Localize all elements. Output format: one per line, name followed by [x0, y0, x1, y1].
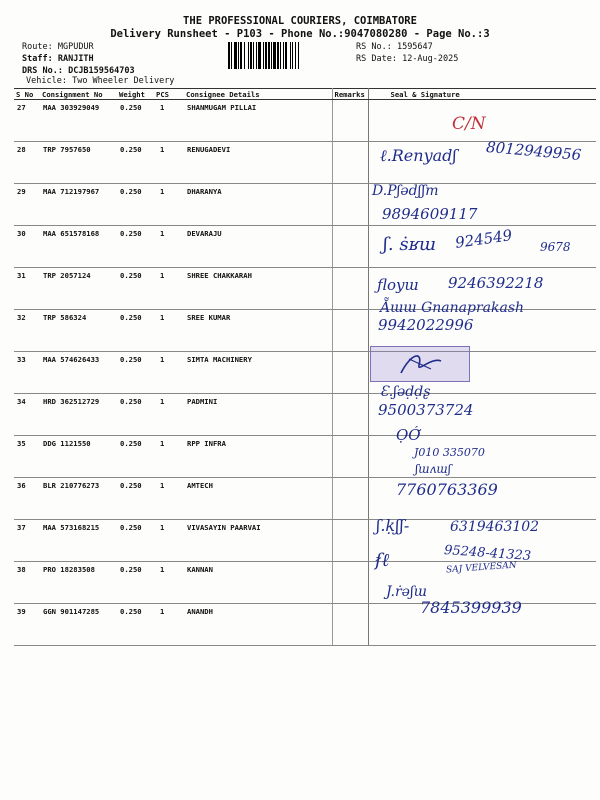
- cell-consignment: MAA 573168215: [40, 520, 117, 562]
- barcode-icon: [228, 42, 348, 69]
- cell-weight: 0.250: [117, 520, 154, 562]
- cell-pcs: 1: [154, 478, 184, 520]
- cell-consignment: MAA 303929049: [40, 100, 117, 142]
- cell-consignee: KANNAN: [184, 562, 332, 604]
- table-row: [14, 478, 596, 520]
- cell-sno: 29: [14, 184, 40, 226]
- cell-consignment: BLR 210776273: [40, 478, 117, 520]
- cell-weight: 0.250: [117, 184, 154, 226]
- cell-sno: 30: [14, 226, 40, 268]
- rs-date-value: 12-Aug-2025: [402, 54, 459, 64]
- cell-consignee: SREE KUMAR: [184, 310, 332, 352]
- signature-dharanya: D.Pʃədʃʃm: [372, 183, 439, 199]
- col-pcs: PCS: [154, 89, 184, 100]
- cell-consignment: HRD 362512729: [40, 394, 117, 436]
- vehicle-label: Vehicle:: [26, 76, 67, 86]
- cell-consignee: RENUGADEVI: [184, 142, 332, 184]
- cell-consignment: MAA 574626433: [40, 352, 117, 394]
- cell-remarks: [332, 436, 368, 478]
- cell-consignment: MAA 712197967: [40, 184, 117, 226]
- cell-sno: 32: [14, 310, 40, 352]
- cell-seal: [368, 478, 596, 520]
- cell-seal: [368, 604, 596, 646]
- cell-weight: 0.250: [117, 268, 154, 310]
- cell-weight: 0.250: [117, 142, 154, 184]
- cell-consignment: TRP 7957650: [40, 142, 117, 184]
- cell-consignment: TRP 586324: [40, 310, 117, 352]
- cell-sno: 34: [14, 394, 40, 436]
- cell-pcs: 1: [154, 352, 184, 394]
- route-line: [22, 42, 94, 52]
- table-row: [14, 352, 596, 394]
- col-consignee: Consignee Details: [184, 89, 332, 100]
- cell-remarks: [332, 226, 368, 268]
- cell-remarks: [332, 478, 368, 520]
- cell-consignee: RPP INFRA: [184, 436, 332, 478]
- signature-devaraju: ʃ. ṡʁɯ: [383, 234, 437, 255]
- cell-remarks: [332, 310, 368, 352]
- handwriting-row32: 9942022996: [378, 316, 474, 334]
- cell-consignee: ANANDH: [184, 604, 332, 646]
- table-row: [14, 142, 596, 184]
- cell-sno: 36: [14, 478, 40, 520]
- cell-remarks: [332, 142, 368, 184]
- rs-date-label: RS Date:: [356, 54, 397, 64]
- rs-no-label: RS No.:: [356, 42, 392, 52]
- route-label: Route:: [22, 42, 53, 52]
- drs-line: [22, 66, 135, 76]
- col-seal: Seal & Signature: [368, 89, 596, 100]
- cell-sno: 33: [14, 352, 40, 394]
- company-title: THE PROFESSIONAL COURIERS, COIMBATORE: [183, 15, 417, 27]
- handwriting-row37: 6319463102: [450, 519, 540, 535]
- cell-consignee: SHANMUGAM PILLAI: [184, 100, 332, 142]
- signature-chakkarah: ƒloyɯ: [377, 276, 419, 294]
- cell-pcs: 1: [154, 100, 184, 142]
- drs-label: DRS No.:: [22, 66, 63, 76]
- table-row: [14, 436, 596, 478]
- table-row: [14, 520, 596, 562]
- cell-remarks: [332, 100, 368, 142]
- cell-weight: 0.250: [117, 226, 154, 268]
- table-row: [14, 310, 596, 352]
- cell-sno: 27: [14, 100, 40, 142]
- stamp-scribble-icon: [371, 347, 469, 381]
- signature-rppinfra: ỌỚ: [396, 426, 421, 444]
- rs-no-value: 1595647: [396, 42, 433, 52]
- staff-line: [22, 54, 94, 64]
- cell-pcs: 1: [154, 436, 184, 478]
- cell-sno: 37: [14, 520, 40, 562]
- cell-pcs: 1: [154, 310, 184, 352]
- vehicle-value: Two Wheeler Delivery: [72, 76, 175, 86]
- table-row: [14, 226, 596, 268]
- cell-pcs: 1: [154, 142, 184, 184]
- cell-pcs: 1: [154, 226, 184, 268]
- cell-consignment: GGN 901147285: [40, 604, 117, 646]
- rs-date-line: [356, 54, 458, 64]
- cell-sno: 35: [14, 436, 40, 478]
- handwriting-row38b: SAJ VELVESAN: [445, 560, 517, 576]
- col-consignment: Consignment No: [40, 89, 117, 100]
- cell-remarks: [332, 352, 368, 394]
- cell-sno: 38: [14, 562, 40, 604]
- signature-vivasayin: ʃ.ḳʃʃ-: [376, 516, 410, 535]
- cell-consignment: DDG 1121550: [40, 436, 117, 478]
- cell-seal: [368, 520, 596, 565]
- cell-pcs: 1: [154, 604, 184, 646]
- cell-weight: 0.250: [117, 562, 154, 604]
- handwriting-row30b: 9678: [540, 240, 571, 254]
- cell-seal: [368, 394, 596, 436]
- rs-no-line: [356, 42, 433, 52]
- route-value: MGPUDUR: [57, 42, 94, 52]
- handwriting-row39: 7845399939: [420, 598, 522, 617]
- cell-consignment: PRO 18283508: [40, 562, 117, 604]
- handwriting-row29: 9894609117: [382, 205, 478, 223]
- cell-seal: [368, 142, 596, 184]
- runsheet-table: [14, 88, 596, 646]
- cell-pcs: 1: [154, 520, 184, 562]
- signature-kannan: ẜℓ: [375, 550, 390, 571]
- cell-sno: 28: [14, 142, 40, 184]
- cell-remarks: [332, 520, 368, 562]
- cell-seal: [368, 100, 596, 142]
- handwriting-row30a: 924549: [454, 226, 514, 252]
- handwriting-row31: 9246392218: [448, 274, 544, 292]
- handwriting-row36: 7760763369: [396, 480, 498, 499]
- table-row: [14, 394, 596, 436]
- cell-weight: 0.250: [117, 100, 154, 142]
- cell-pcs: 1: [154, 268, 184, 310]
- handwriting-row34: 9500373724: [378, 401, 474, 419]
- signature-amtech: ʃɯʌɯʃ: [415, 462, 452, 476]
- col-sno: S No: [14, 89, 40, 100]
- signature-renugadevi: ℓ.Renyadʃ: [380, 146, 457, 165]
- table-row: [14, 604, 596, 646]
- cell-weight: 0.250: [117, 394, 154, 436]
- cell-remarks: [332, 562, 368, 604]
- table-row: [14, 100, 596, 142]
- runsheet-title: Delivery Runsheet - P103 - Phone No.:9047080280 - Page No.:3: [110, 28, 490, 40]
- signature-anandh: J.ṙəʃɯ: [386, 584, 428, 600]
- cell-seal: [368, 436, 596, 478]
- cell-sno: 39: [14, 604, 40, 646]
- cell-remarks: [332, 394, 368, 436]
- col-remarks: Remarks: [332, 89, 368, 100]
- cell-consignment: MAA 651578168: [40, 226, 117, 268]
- cell-weight: 0.250: [117, 436, 154, 478]
- cell-consignee: DHARANYA: [184, 184, 332, 226]
- cell-consignee: SHREE CHAKKARAH: [184, 268, 332, 310]
- handwriting-row35: J010 335070: [414, 446, 485, 459]
- signature-padmini: Ɛ.ʃəḍḍʂ: [380, 384, 431, 400]
- cell-remarks: [332, 268, 368, 310]
- handwriting-row38a: 95248-41323: [443, 542, 532, 565]
- col-weight: Weight: [117, 89, 154, 100]
- cell-consignee: SIMTA MACHINERY: [184, 352, 332, 394]
- cell-remarks: [332, 604, 368, 646]
- handwriting-row28: 8012949956: [485, 137, 583, 165]
- staff-value: RANJITH: [57, 54, 94, 64]
- cell-pcs: 1: [154, 562, 184, 604]
- drs-value: DCJB159564703: [68, 66, 135, 76]
- cell-consignee: DEVARAJU: [184, 226, 332, 268]
- cell-pcs: 1: [154, 184, 184, 226]
- cell-consignee: AMTECH: [184, 478, 332, 520]
- table-row: [14, 562, 596, 604]
- handwriting-cn: C/N: [452, 114, 486, 134]
- company-stamp: [370, 346, 470, 382]
- cell-consignee: PADMINI: [184, 394, 332, 436]
- cell-weight: 0.250: [117, 478, 154, 520]
- table-row: [14, 184, 596, 226]
- staff-label: Staff:: [22, 54, 53, 64]
- table-row: [14, 268, 596, 310]
- cell-seal: [368, 562, 596, 604]
- cell-remarks: [332, 184, 368, 226]
- cell-consignee: VIVASAYIN PAARVAI: [184, 520, 332, 562]
- cell-seal: [368, 226, 596, 268]
- signature-sreekumar: Ẵɯɯ Gnanaprakash: [380, 300, 525, 316]
- cell-seal: [368, 268, 596, 310]
- cell-seal: [368, 184, 596, 226]
- table-header: [14, 89, 596, 100]
- cell-consignment: TRP 2057124: [40, 268, 117, 310]
- cell-weight: 0.250: [117, 604, 154, 646]
- cell-weight: 0.250: [117, 310, 154, 352]
- cell-sno: 31: [14, 268, 40, 310]
- cell-weight: 0.250: [117, 352, 154, 394]
- vehicle-line: [26, 76, 174, 86]
- cell-pcs: 1: [154, 394, 184, 436]
